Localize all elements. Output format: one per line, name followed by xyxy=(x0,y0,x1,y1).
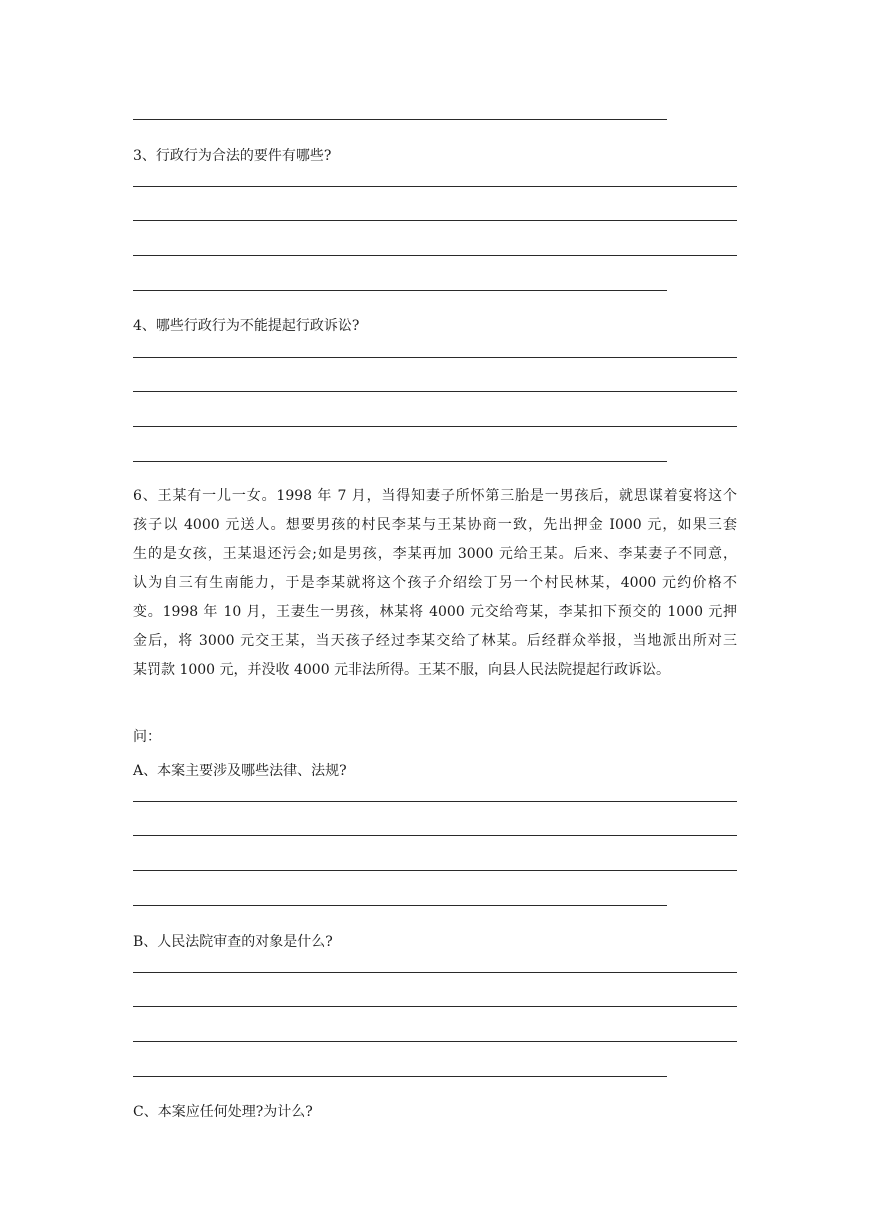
answer-line xyxy=(133,835,737,836)
case-text-line: 孩子以 4000 元送人。想要男孩的村民李某与王某协商一致，先出押金 I000 元，如果三套 xyxy=(133,517,737,533)
answer-line xyxy=(133,1006,737,1007)
case-text-line: 变。1998 年 10 月，王妻生一男孩，林某将 4000 元交给弯某，李某扣下预交的 1000 元押 xyxy=(133,604,737,620)
answer-line xyxy=(133,870,737,871)
question-4: 4、哪些行政行为不能提起行政诉讼? xyxy=(133,318,360,334)
answer-line xyxy=(133,461,667,462)
answer-line xyxy=(133,391,737,392)
case-text-line: 6、王某有一儿一女。1998 年 7 月，当得知妻子所怀第三胎是一男孩后，就思谋着宴将这个 xyxy=(133,488,737,504)
answer-line xyxy=(133,290,667,291)
answer-line xyxy=(133,905,667,906)
answer-line xyxy=(133,357,737,358)
answer-line xyxy=(133,1041,737,1042)
case-text-line: 生的是女孩，王某退还污会;如是男孩，李某再加 3000 元给王某。后来、李某妻子不同意， xyxy=(133,546,737,562)
answer-line xyxy=(133,1076,667,1077)
answer-line xyxy=(133,426,737,427)
answer-line xyxy=(133,186,737,187)
question-3: 3、行政行为合法的要件有哪些? xyxy=(133,148,332,164)
sub-question-b: B、人民法院审查的对象是什么? xyxy=(133,934,333,950)
ask-label: 问： xyxy=(133,729,161,745)
answer-line xyxy=(133,255,737,256)
sub-question-c: C、本案应任何处理?为计么? xyxy=(133,1104,313,1120)
case-text-line: 认为自三有生南能力，于是李某就将这个孩子介绍绘丁另一个村民林某，4000 元约价格不 xyxy=(133,575,737,591)
sub-question-a: A、本案主要涉及哪些法律、法规? xyxy=(133,763,347,779)
case-text-line: 金后，将 3000 元交王某，当天孩子经过李某交给了林某。后经群众举报，当地派出所对三 xyxy=(133,633,737,649)
answer-line xyxy=(133,801,737,802)
answer-line xyxy=(133,972,737,973)
case-text-line: 某罚款 1000 元，并没收 4000 元非法所得。王某不服，向县人民法院提起行政诉讼。 xyxy=(133,662,671,678)
answer-line xyxy=(133,119,667,120)
answer-line xyxy=(133,220,737,221)
